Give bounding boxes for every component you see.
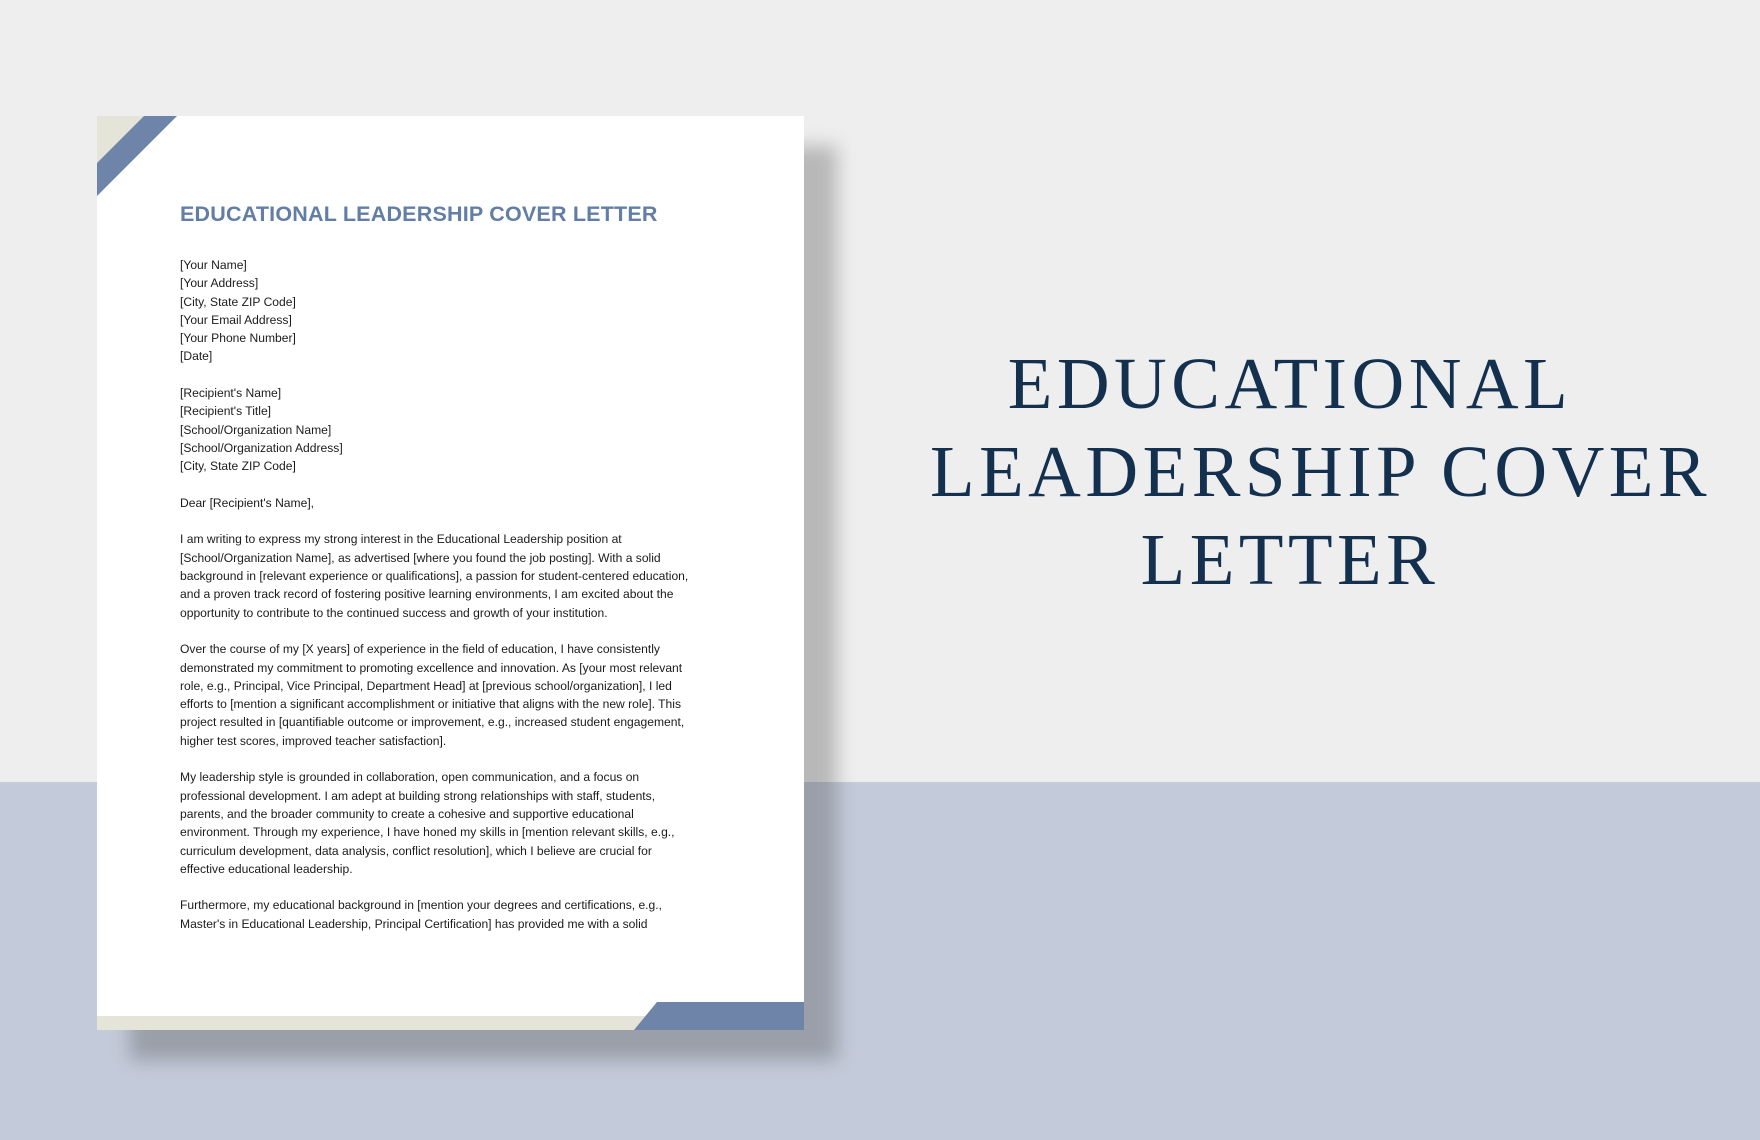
paragraph-line: [School/Organization Name], as advertised [where you found the job posting]. With a solid — [180, 550, 661, 565]
spacer — [180, 878, 740, 896]
paragraph-education — [180, 896, 740, 933]
sender-line: [Your Name] — [180, 258, 247, 272]
paragraph-line: parents, and the broader community to create a cohesive and supportive educational — [180, 806, 634, 821]
cover-letter-document — [97, 116, 804, 1030]
paragraph-line: environment. Through my experience, I have honed my skills in [mention relevant skills, e.g., — [180, 825, 675, 840]
sender-line: [Your Email Address] — [180, 312, 292, 327]
paragraph-line: and a proven track record of fostering positive learning environments, I am excited about the — [180, 587, 674, 602]
paragraph-line: Over the course of my [X years] of experience in the field of education, I have consistently — [180, 642, 660, 657]
salutation: Dear [Recipient's Name], — [180, 495, 315, 510]
corner-ribbon-decoration — [97, 116, 177, 196]
recipient-line: [City, State ZIP Code] — [180, 459, 296, 474]
paragraph-line: higher test scores, improved teacher satisfaction]. — [180, 733, 447, 748]
hero-title-line: LEADERSHIP COVER — [930, 431, 1712, 512]
paragraph-line: My leadership style is grounded in collaboration, open communication, and a focus on — [180, 770, 640, 785]
paragraph-line: role, e.g., Principal, Vice Principal, Department Head] at [previous school/organization], I led — [180, 678, 672, 693]
paragraph-line: Master's in Educational Leadership, Principal Certification] has provided me with a solid — [180, 916, 648, 931]
sender-block — [180, 256, 740, 366]
spacer — [180, 366, 740, 384]
recipient-line: [School/Organization Name] — [180, 422, 332, 437]
recipient-line: [Recipient's Title] — [180, 404, 272, 419]
recipient-line: [Recipient's Name] — [180, 386, 282, 401]
footer-ribbon-decoration — [97, 1002, 804, 1030]
letter-body — [180, 256, 740, 933]
spacer — [180, 750, 740, 768]
paragraph-line: efforts to [mention a significant accomplishment or initiative that aligns with the new role]. This — [180, 697, 682, 712]
spacer — [180, 476, 740, 494]
spacer — [180, 512, 740, 530]
paragraph-line: professional development. I am adept at building strong relationships with staff, students, — [180, 788, 656, 803]
paragraph-line: Furthermore, my educational background in [mention your degrees and certifications, e.g., — [180, 898, 662, 913]
spacer — [180, 622, 740, 640]
paragraph-intro — [180, 530, 740, 621]
hero-title-line: EDUCATIONAL — [1007, 343, 1573, 424]
document-title: EDUCATIONAL LEADERSHIP COVER LETTER — [180, 202, 658, 226]
paragraph-experience — [180, 640, 740, 750]
paragraph-line: background in [relevant experience or qualifications], a passion for student-centered education, — [180, 569, 689, 584]
paragraph-line: opportunity to contribute to the continued success and growth of your institution. — [180, 605, 608, 620]
paragraph-line: project resulted in [quantifiable outcome or improvement, e.g., increased student engagement, — [180, 715, 685, 730]
hero-title-line: LETTER — [1140, 519, 1440, 600]
recipient-block — [180, 384, 740, 475]
paragraph-line: I am writing to express my strong interest in the Educational Leadership position at — [180, 532, 622, 547]
sender-line: [Date] — [180, 349, 213, 364]
sender-line: [City, State ZIP Code] — [180, 294, 296, 309]
paragraph-leadership — [180, 768, 740, 878]
paragraph-line: demonstrated my commitment to promoting excellence and innovation. As [your most relevant — [180, 660, 683, 675]
sender-line: [Your Phone Number] — [180, 331, 296, 346]
recipient-line: [School/Organization Address] — [180, 440, 343, 455]
sender-line: [Your Address] — [180, 276, 259, 291]
paragraph-line: curriculum development, data analysis, conflict resolution], which I believe are crucial for — [180, 843, 652, 858]
hero-title — [930, 340, 1712, 604]
paragraph-line: effective educational leadership. — [180, 861, 353, 876]
